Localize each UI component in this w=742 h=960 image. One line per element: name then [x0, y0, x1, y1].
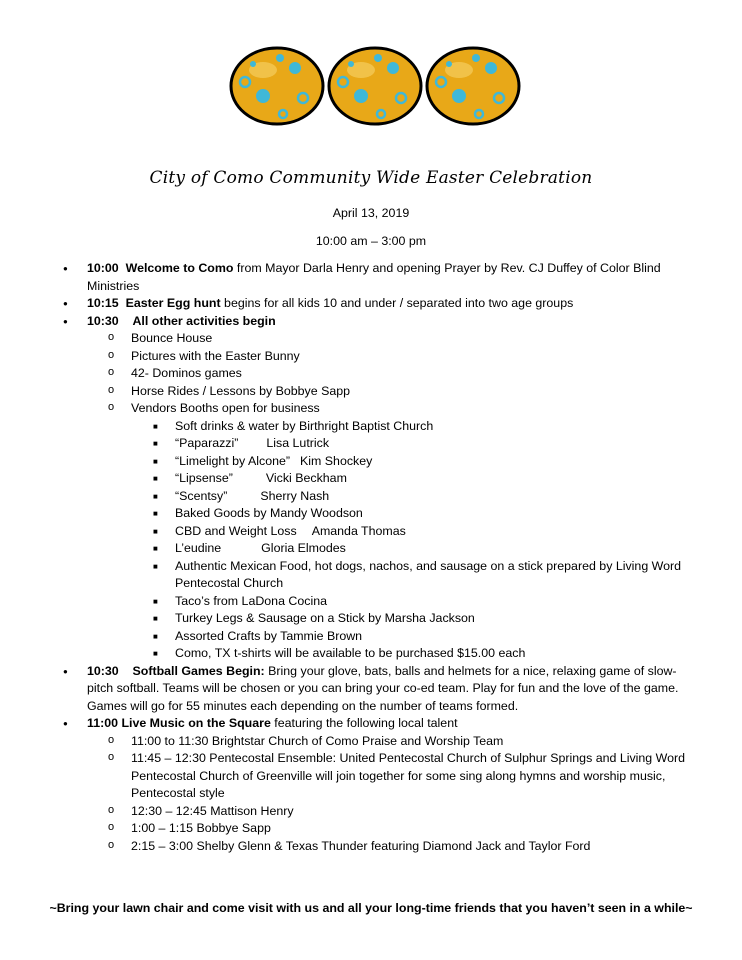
vendor-name: “Lipsense” — [175, 471, 233, 485]
welcome-time: 10:00 — [87, 261, 119, 275]
vendor-name: Baked Goods by Mandy Woodson — [175, 506, 363, 520]
schedule — [60, 260, 700, 855]
vendor-person: Kim Shockey — [300, 453, 373, 468]
welcome-text: from Mayor Darla Henry and opening Prayer by Rev. CJ Duffey of Color Blind Ministries — [87, 261, 661, 293]
vendor-name: Turkey Legs & Sausage on a Stick by Marsha Jackson — [175, 611, 475, 625]
softball-title: Softball Games Begin: — [132, 663, 265, 678]
activities-title: All other activities begin — [132, 313, 276, 328]
schedule-item-softball — [60, 663, 700, 716]
vendor-item — [147, 523, 700, 541]
vendor-item — [147, 645, 700, 663]
egg-hunt-text: begins for all kids 10 and under / separated into two age groups — [220, 296, 574, 310]
vendor-person: Lisa Lutrick — [266, 436, 330, 450]
activity-item: o Pictures with the Easter Bunny — [102, 348, 700, 366]
vendor-name: “Scentsy” — [175, 488, 228, 503]
vendor-person: Amanda Thomas — [311, 523, 406, 538]
vendor-item — [147, 628, 700, 646]
music-list — [102, 733, 700, 856]
music-item: o 2:15 – 3:00 Shelby Glenn & Texas Thunder featuring Diamond Jack and Taylor Ford — [102, 838, 700, 856]
activity-item: o Horse Rides / Lessons by Bobbye Sapp — [102, 383, 700, 401]
vendor-list — [147, 418, 700, 663]
vendor-item — [147, 418, 700, 436]
vendor-name: Authentic Mexican Food, hot dogs, nachos, and sausage on a stick prepared by Living Word Pentecostal Church — [175, 558, 682, 590]
vendor-name: “Limelight by Alcone” — [175, 453, 291, 468]
vendor-name: “Paparazzi” — [175, 436, 239, 450]
activity-item-vendors — [102, 400, 700, 663]
music-title: 11:00 Live Music on the Square — [87, 716, 271, 730]
vendor-name: CBD and Weight Loss — [175, 523, 297, 538]
easter-eggs-illustration — [225, 40, 525, 132]
activities-time: 10:30 — [87, 313, 119, 328]
vendor-item — [147, 540, 700, 558]
vendor-name: Como, TX t-shirts will be available to be purchased $15.00 each — [175, 646, 526, 660]
vendor-name: L’eudine — [175, 541, 222, 555]
vendor-name: Taco’s from LaDona Cocina — [175, 593, 327, 608]
welcome-title: Welcome to Como — [125, 261, 234, 275]
event-date: April 13, 2019 — [332, 206, 410, 220]
music-item: o 12:30 – 12:45 Mattison Henry — [102, 803, 700, 821]
softball-text: Bring your glove, bats, balls and helmets for a nice, relaxing game of slow-pitch softball. Teams will be chosen or you can bring your co-ed team. Play for fun and the love of the game. Games will go for 55 minutes each depending on the number of teams formed. — [87, 663, 679, 713]
music-item: o 11:45 – 12:30 Pentecostal Ensemble: United Pentecostal Church of Sulphur Springs and Living Word Pentecostal Church of Greenville will join together for some sing along hymns and worship music, Pentecostal style — [102, 750, 700, 803]
easter-egg-2 — [329, 48, 421, 124]
vendor-person: Gloria Elmodes — [261, 541, 346, 555]
music-item: o 1:00 – 1:15 Bobbye Sapp — [102, 820, 700, 838]
vendor-item — [147, 453, 700, 471]
vendor-name: Soft drinks & water by Birthright Baptist Church — [175, 418, 434, 433]
schedule-item-music — [60, 715, 700, 855]
page-title: City of Como Community Wide Easter Celebration — [149, 168, 593, 188]
vendor-person: Sherry Nash — [260, 488, 330, 503]
vendor-item — [147, 505, 700, 523]
event-time: 10:00 am – 3:00 pm — [315, 234, 427, 248]
vendor-item — [147, 470, 700, 488]
egg-hunt-title: Easter Egg hunt — [125, 296, 221, 310]
activity-item: o 42- Dominos games — [102, 365, 700, 383]
footer-message: ~Bring your lawn chair and come visit with us and all your long-time friends that you haven’t seen in a while~ — [49, 901, 693, 915]
music-item: o 11:00 to 11:30 Brightstar Church of Como Praise and Worship Team — [102, 733, 700, 751]
vendor-person: Vicki Beckham — [265, 471, 347, 485]
vendor-item — [147, 610, 700, 628]
schedule-item-egg-hunt — [60, 295, 700, 313]
vendor-item — [147, 435, 700, 453]
vendor-item — [147, 558, 700, 593]
easter-egg-3 — [427, 48, 519, 124]
activities-list — [102, 330, 700, 663]
schedule-item-welcome — [60, 260, 700, 295]
activity-item: o Bounce House — [102, 330, 700, 348]
vendor-item — [147, 593, 700, 611]
music-text: featuring the following local talent — [270, 716, 458, 730]
egg-hunt-time: 10:15 — [87, 296, 119, 310]
vendor-name: Assorted Crafts by Tammie Brown — [175, 628, 363, 643]
activity-item: Vendors Booths open for business — [131, 401, 320, 415]
schedule-item-activities — [60, 313, 700, 663]
softball-time: 10:30 — [87, 663, 119, 678]
schedule-list — [60, 260, 700, 855]
easter-egg-1 — [231, 48, 323, 124]
vendor-item — [147, 488, 700, 506]
